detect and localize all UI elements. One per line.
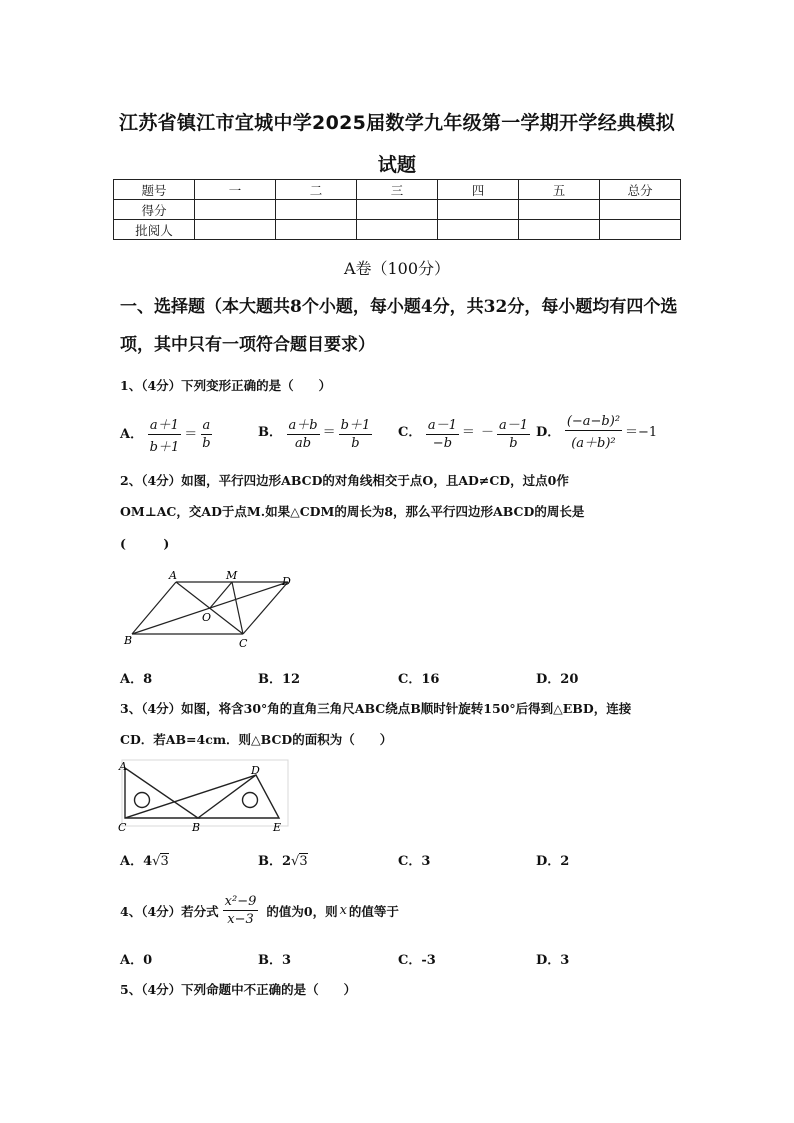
q4-option-a: A．0: [120, 953, 153, 968]
q2-option-a: A．8: [120, 672, 153, 687]
q4-stem-post: 的值等于: [348, 903, 399, 919]
score-header-cell: 四: [438, 180, 519, 200]
fraction: $\frac{a+1}{b+1}$: [148, 414, 182, 455]
option-label: C．: [398, 425, 422, 440]
label-b: B: [124, 634, 133, 647]
q1-option-d: D． $\frac{\text{(−a−b)²}}{\text{(a＋b)²}}$ ＝−1: [536, 414, 658, 451]
label-e: E: [273, 821, 282, 834]
score-cell: [600, 200, 681, 220]
triangle-rotation-figure: [116, 758, 292, 834]
score-header-cell: 三: [357, 180, 438, 200]
q3-option-a: [120, 850, 169, 869]
score-header-cell: 二: [276, 180, 357, 200]
q1-option-c: C． $\frac{a-1}{-b}$ ＝ － $\frac{a-1}{b}$: [398, 414, 530, 451]
question-5-stem: 5、（4分）下列命题中不正确的是（ ）: [120, 982, 357, 997]
score-cell: [438, 200, 519, 220]
score-table: [113, 179, 681, 240]
question-2-stem-line-2: OM⊥AC，交AD于点M.如果△CDM的周长为8，那么平行四边形ABCD的周长是: [120, 504, 585, 519]
question-1-stem: 1、（4分）下列变形正确的是（ ）: [120, 378, 332, 393]
label-a: A: [119, 760, 127, 773]
option-label: A．4: [120, 854, 153, 869]
page-title-line-2: 试题: [377, 154, 417, 176]
fraction: $\frac{\text{(−a−b)²}}{\text{(a＋b)²}}$: [566, 414, 621, 451]
score-row-label: 得分: [114, 200, 195, 220]
q4-option-c: C．-3: [398, 953, 436, 968]
score-header-cell: 五: [519, 180, 600, 200]
option-label: B．: [258, 425, 282, 440]
score-header-cell: 总分: [600, 180, 681, 200]
section-heading: 一、选择题（本大题共8个小题，每小题4分，共32分，每小题均有四个选项，其中只有一项符合题目要求）: [120, 297, 678, 355]
score-cell: [357, 200, 438, 220]
fraction: $\frac{a+b}{ab}$: [287, 414, 320, 451]
grader-cell: [438, 220, 519, 240]
q1-option-b: B． $\frac{a+b}{ab}$ ＝ $\frac{b+1}{b}$: [258, 414, 372, 451]
q3-option-c: C．3: [398, 854, 431, 869]
fraction: $\frac{b+1}{b}$: [339, 414, 373, 451]
q4-stem-mid: 的值为0，则: [266, 903, 338, 919]
q1-option-a: A． $\frac{a+1}{b+1}$ ＝ $\frac{a}{b}$: [120, 414, 213, 455]
question-4-stem: [120, 894, 399, 927]
label-m: M: [226, 569, 238, 582]
fraction: $\frac{a-1}{-b}$: [426, 414, 459, 451]
label-o: O: [202, 611, 212, 624]
question-2-stem-line-3: ( ): [120, 536, 170, 551]
page-title-line-1: 江苏省镇江市宜城中学2025届数学九年级第一学期开学经典模拟: [119, 112, 675, 134]
option-label: D．: [536, 425, 561, 440]
q2-option-c: C．16: [398, 672, 440, 687]
question-3-stem-line-2: CD．若AB=4cm．则△BCD的面积为（ ）: [120, 732, 393, 747]
label-c: C: [239, 637, 248, 650]
grader-cell: [357, 220, 438, 240]
score-header-cell: 题号: [114, 180, 195, 200]
score-table-grader-row: [114, 220, 681, 240]
sqrt-icon: √: [291, 854, 300, 869]
q2-option-d: D．20: [536, 672, 579, 687]
grader-cell: [600, 220, 681, 240]
grader-cell: [519, 220, 600, 240]
sqrt-icon: √: [152, 854, 161, 869]
parallelogram-figure: [118, 566, 308, 654]
label-d: D: [251, 764, 260, 777]
question-3-stem-line-1: 3、（4分）如图，将含30°角的直角三角尺ABC绕点B顺时针旋转150°后得到△EBD，连接: [120, 701, 632, 716]
score-cell: [519, 200, 600, 220]
score-cell: [195, 200, 276, 220]
q3-option-b: [258, 850, 308, 869]
fraction: $\frac{\text{x²−9}}{x-3}$: [224, 894, 257, 927]
radicand: 3: [160, 854, 169, 869]
option-label: B．2: [258, 854, 292, 869]
q3-option-d: D．2: [536, 854, 570, 869]
score-table-score-row: [114, 200, 681, 220]
q4-stem-pre: 4、（4分）若分式: [120, 903, 219, 919]
grader-cell: [195, 220, 276, 240]
option-label: A．: [120, 427, 144, 442]
label-b: B: [192, 821, 201, 834]
grader-row-label: 批阅人: [114, 220, 195, 240]
question-2-stem-line-1: 2、（4分）如图，平行四边形ABCD的对角线相交于点O，且AD≠CD，过点0作: [120, 473, 569, 488]
q2-option-b: B．12: [258, 672, 301, 687]
fraction: $\frac{a-1}{b}$: [497, 414, 530, 451]
score-cell: [276, 200, 357, 220]
volume-heading: A卷（100分）: [343, 259, 451, 278]
radicand: 3: [299, 854, 308, 869]
label-a: A: [169, 569, 177, 582]
q4-option-d: D．3: [536, 953, 570, 968]
variable-x: x: [339, 903, 347, 918]
label-c: C: [118, 821, 127, 834]
grader-cell: [276, 220, 357, 240]
fraction: $\frac{a}{b}$: [202, 418, 211, 451]
label-d: D: [282, 575, 291, 588]
q4-option-b: B．3: [258, 953, 292, 968]
score-table-header-row: [114, 180, 681, 200]
score-header-cell: 一: [195, 180, 276, 200]
